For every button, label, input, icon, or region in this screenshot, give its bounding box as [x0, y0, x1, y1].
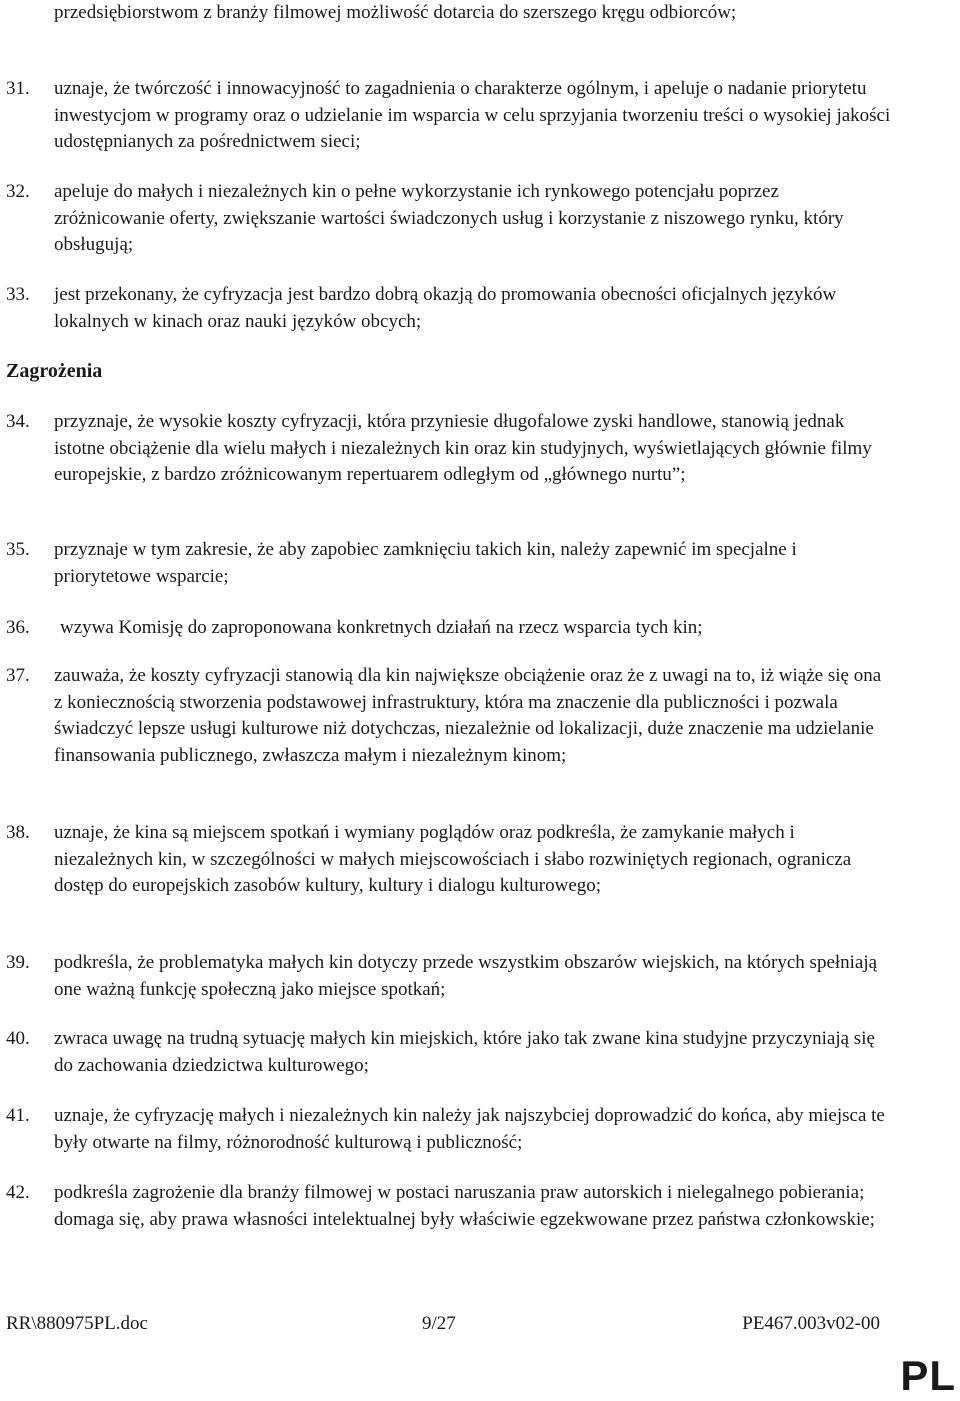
item-number: 41. — [6, 1105, 30, 1126]
language-badge: PL — [900, 1352, 956, 1399]
item-text: apeluje do małych i niezależnych kin o pełne wykorzystanie ich rynkowego potencjału poprzez zróżnicowanie oferty, zwiększanie wartości świadczonych usług i korzystanie z niszowego rynku, który obsługują; — [54, 181, 844, 255]
list-item — [6, 409, 896, 489]
item-number: 32. — [6, 181, 30, 202]
item-text: jest przekonany, że cyfryzacja jest bardzo dobrą okazją do promowania obecności oficjalnych języków lokalnych w kinach oraz nauki języków obcych; — [54, 284, 837, 332]
footer-page-number: 9/27 — [422, 1313, 456, 1334]
item-text: uznaje, że cyfryzację małych i niezależnych kin należy jak najszybciej doprowadzić do końca, aby miejsca te były otwarte na filmy, różnorodność kulturową i publiczność; — [54, 1105, 885, 1153]
item-text: podkreśla zagrożenie dla branży filmowej w postaci naruszania praw autorskich i nielegalnego pobierania; domaga się, aby prawa własności intelektualnej były właściwie egzekwowane przez państwa członkowskie; — [54, 1182, 875, 1230]
continuation-paragraph: przedsiębiorstwom z branży filmowej możliwość dotarcia do szerszego kręgu odbiorców; — [54, 2, 737, 23]
list-item — [6, 1180, 896, 1233]
item-text: uznaje, że kina są miejscem spotkań i wymiany poglądów oraz podkreśla, że zamykanie małych i niezależnych kin, w szczególności w małych miejscowościach i słabo rozwiniętych regionach, ogranicza dostęp do europejskich zasobów kultury, kultury i dialogu kulturowego; — [54, 822, 852, 896]
item-number: 38. — [6, 822, 30, 843]
section-heading: Zagrożenia — [6, 360, 103, 382]
item-number: 40. — [6, 1028, 30, 1049]
list-item — [6, 615, 896, 642]
list-item — [6, 76, 896, 156]
list-item — [6, 1026, 896, 1079]
item-text: zauważa, że koszty cyfryzacji stanowią dla kin największe obciążenie oraz że z uwagi na to, iż wiąże się ona z koniecznością stworzenia podstawowej infrastruktury, która ma znaczenie dla publiczności i pozwala świadczyć lepsze usługi kulturowe niż dotychczas, niezależnie od lokalizacji, duże znaczenie ma udzielanie finansowania publicznego, zwłaszcza małym i niezależnym kinom; — [54, 665, 882, 766]
item-number: 34. — [6, 411, 30, 432]
list-item — [6, 282, 896, 335]
footer-pe-ref: PE467.003v02-00 — [742, 1313, 880, 1334]
item-number: 36. — [6, 617, 30, 638]
item-text: podkreśla, że problematyka małych kin dotyczy przede wszystkim obszarów wiejskich, na których spełniają one ważną funkcję społeczną jako miejsce spotkań; — [54, 952, 878, 1000]
item-number: 37. — [6, 665, 30, 686]
list-item — [6, 950, 896, 1003]
list-item — [6, 179, 896, 259]
item-text: zwraca uwagę na trudną sytuację małych kin miejskich, które jako tak zwane kina studyjne przyczyniają się do zachowania dziedzictwa kulturowego; — [54, 1028, 875, 1076]
item-number: 42. — [6, 1182, 30, 1203]
page-footer — [0, 1311, 960, 1337]
item-text: przyznaje, że wysokie koszty cyfryzacji, która przyniesie długofalowe zyski handlowe, stanowią jednak istotne obciążenie dla wielu małych i niezależnych kin oraz kin studyjnych, wyświetlających głównie filmy europejskie, z bardzo zróżnicowanym repertuarem odległym od „głównego nurtu”; — [54, 411, 872, 485]
list-item — [6, 1103, 896, 1156]
item-text: przyznaje w tym zakresie, że aby zapobiec zamknięciu takich kin, należy zapewnić im specjalne i priorytetowe wsparcie; — [54, 539, 797, 587]
list-item — [6, 820, 896, 900]
list-item — [6, 537, 896, 590]
item-number: 39. — [6, 952, 30, 973]
list-item — [6, 663, 896, 769]
item-number: 35. — [6, 539, 30, 560]
item-number: 33. — [6, 284, 30, 305]
item-number: 31. — [6, 78, 30, 99]
item-text: wzywa Komisję do zaproponowana konkretnych działań na rzecz wsparcia tych kin; — [60, 617, 703, 638]
item-text: uznaje, że twórczość i innowacyjność to zagadnienia o charakterze ogólnym, i apeluje o nadanie priorytetu inwestycjom w programy oraz o udzielanie im wsparcia w celu sprzyjania tworzeniu treści o wysokiej jakości udostępnianych za pośrednictwem sieci; — [54, 78, 891, 152]
footer-doc-ref: RR\880975PL.doc — [6, 1313, 148, 1334]
